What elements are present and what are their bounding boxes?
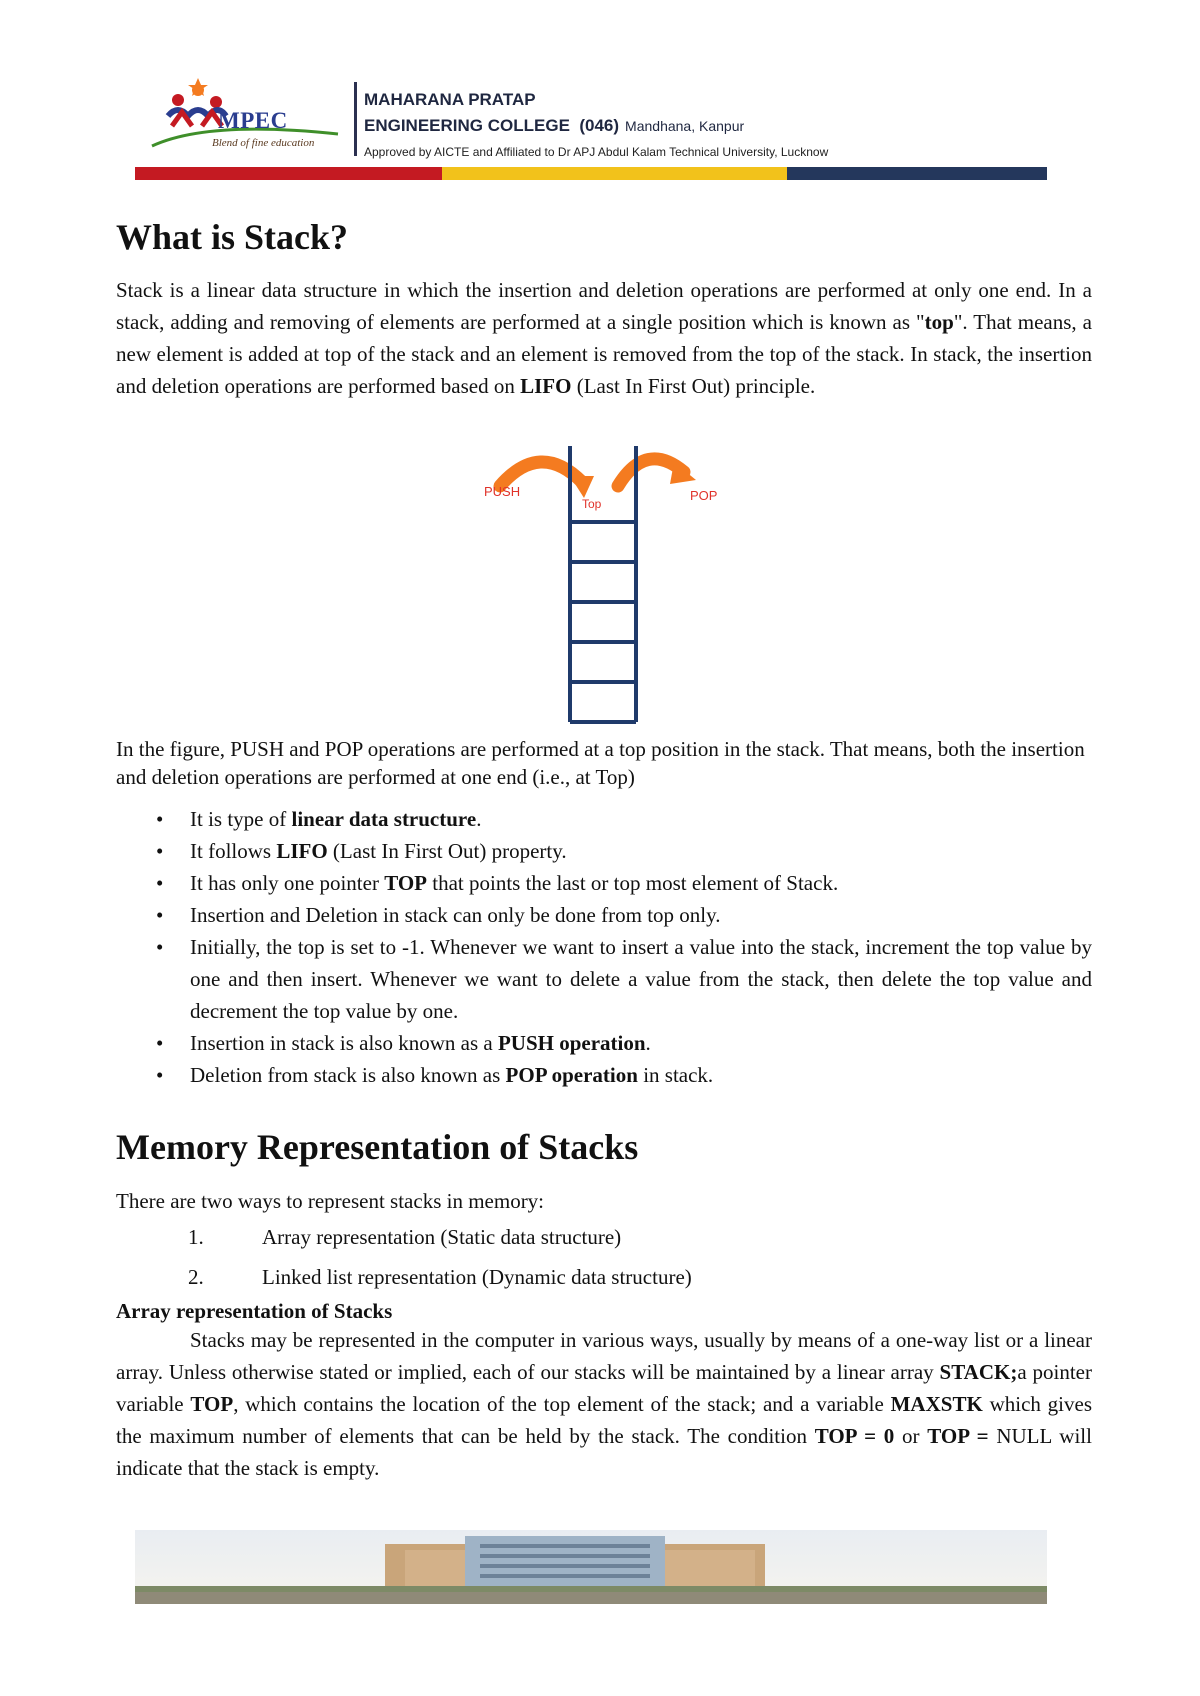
bullet-keyword: POP operation: [505, 1063, 638, 1087]
memory-intro-block: [116, 1185, 1092, 1484]
bullet-text: Insertion in stack is also known as a: [190, 1031, 498, 1055]
list-item: [116, 931, 1092, 1027]
bullet-keyword: LIFO: [276, 839, 328, 863]
array-representation-paragraph: [116, 1324, 1092, 1484]
header-bar-navy: [787, 167, 1047, 180]
campus-photo: [135, 1530, 1047, 1604]
bullet-text: It is type of: [190, 807, 292, 831]
keyword-stack: STACK;: [939, 1360, 1018, 1384]
stack-properties: [116, 803, 1092, 1091]
paragraph-text: , which contains the location of the top element of the stack; and a variable: [233, 1392, 891, 1416]
list-item: [116, 899, 1092, 931]
college-subtitle: [364, 116, 744, 136]
pop-label: POP: [690, 488, 718, 503]
paragraph-text: which gives the maximum number of elements that can be held by the stack. The condition: [116, 1392, 1093, 1448]
intro-text-b: ". That means, a new element is added at top of the stack and an element is removed from the top of the stack. In stack, the insertion and deletion operations are performed based on: [116, 310, 1092, 398]
figure-caption-block: [116, 735, 1092, 791]
list-item: [116, 803, 1092, 835]
intro-paragraph: [116, 274, 1092, 402]
bullet-text: Initially, the top is set to -1. Whenever we want to insert a value into the stack, increment the top value by one and then insert. Whenever we want to delete a value from the stack, then delete the top value and decrement the top value by one.: [190, 935, 1092, 1023]
keyword-condition: TOP = 0: [814, 1424, 895, 1448]
bullet-icon: •: [156, 839, 164, 863]
header-divider: [354, 82, 357, 156]
college-name: MAHARANA PRATAP: [364, 90, 536, 109]
bullet-icon: •: [156, 935, 164, 959]
bullet-icon: •: [156, 807, 164, 831]
bullet-keyword: TOP: [384, 871, 428, 895]
bullet-keyword: PUSH operation: [497, 1031, 646, 1055]
bullet-text: Deletion from stack is also known as: [190, 1063, 506, 1087]
intro-text-a: Stack is a linear data structure in which the insertion and deletion operations are performed at only one end. In a stack, adding and removing of elements are performed at a single position which is known as ": [116, 278, 1092, 334]
array-representation-subheading: Array representation of Stacks: [116, 1299, 393, 1323]
logo-text: MPEC: [218, 108, 288, 133]
push-label: PUSH: [484, 484, 521, 499]
list-text: Array representation (Static data structure): [262, 1225, 622, 1249]
list-item: [116, 1027, 1092, 1059]
heading-what-is-stack: What is Stack?: [116, 217, 349, 257]
list-item: [116, 1217, 1092, 1257]
intro-top-keyword: top: [924, 310, 954, 334]
bullet-text: (Last In First Out) property.: [327, 839, 567, 863]
list-item: [116, 835, 1092, 867]
section-what-is-stack: [116, 216, 1092, 258]
college-approval: Approved by AICTE and Affiliated to Dr APJ Abdul Kalam Technical University, Lucknow: [364, 145, 829, 159]
bullet-text: It has only one pointer: [190, 871, 385, 895]
keyword-maxstk: MAXSTK: [890, 1392, 983, 1416]
bullet-text: .: [645, 1031, 651, 1055]
header-bar-yellow: [442, 167, 787, 180]
stack-diagram: [470, 446, 730, 726]
bullet-icon: •: [156, 1031, 164, 1055]
top-label: Top: [582, 497, 602, 511]
bullet-text: in stack.: [637, 1063, 714, 1087]
section-memory-representation: [116, 1126, 1092, 1168]
bullet-icon: •: [156, 1063, 164, 1087]
list-text: Linked list representation (Dynamic data structure): [262, 1265, 692, 1289]
list-item: [116, 867, 1092, 899]
bullet-text: that points the last or top most element of Stack.: [427, 871, 839, 895]
bullet-icon: •: [156, 871, 164, 895]
memory-intro: There are two ways to represent stacks in memory:: [116, 1189, 545, 1213]
paragraph-text: a pointer variable: [116, 1360, 1092, 1416]
keyword-condition: TOP =: [927, 1424, 997, 1448]
keyword-null: NULL: [996, 1424, 1052, 1448]
bullet-text: .: [476, 807, 482, 831]
bullet-text: It follows: [190, 839, 277, 863]
list-number: 2.: [188, 1265, 204, 1289]
header-bar-red: [135, 167, 442, 180]
property-list: [116, 803, 1092, 1091]
bullet-icon: •: [156, 903, 164, 927]
college-location: Mandhana, Kanpur: [625, 118, 745, 134]
paragraph-text: will indicate that the stack is empty.: [116, 1424, 1092, 1480]
college-line2: ENGINEERING COLLEGE (046): [364, 116, 620, 135]
list-item: [116, 1257, 1092, 1297]
list-number: 1.: [188, 1225, 204, 1249]
paragraph-text: Stacks may be represented in the computer in various ways, usually by means of a one-way list or a linear array. Unless otherwise stated or implied, each of our stacks will be maintained by a linear array: [116, 1328, 1092, 1384]
figure-caption: In the figure, PUSH and POP operations are performed at a top position in the stack. That means, both the insertion and deletion operations are performed at one end (i.e., at Top): [116, 737, 1085, 789]
push-arrowhead: [570, 476, 594, 498]
bullet-text: Insertion and Deletion in stack can only be done from top only.: [190, 903, 721, 927]
keyword-top: TOP: [190, 1392, 234, 1416]
bullet-keyword: linear data structure: [291, 807, 477, 831]
logo-tagline: Blend of fine education: [212, 137, 315, 149]
heading-memory-representation: Memory Representation of Stacks: [116, 1127, 639, 1167]
intro-lifo-keyword: LIFO: [520, 374, 572, 398]
list-item: [116, 1059, 1092, 1091]
intro-text-c: (Last In First Out) principle.: [571, 374, 816, 398]
paragraph-text: or: [894, 1424, 928, 1448]
intro-paragraph-block: [116, 274, 1092, 402]
